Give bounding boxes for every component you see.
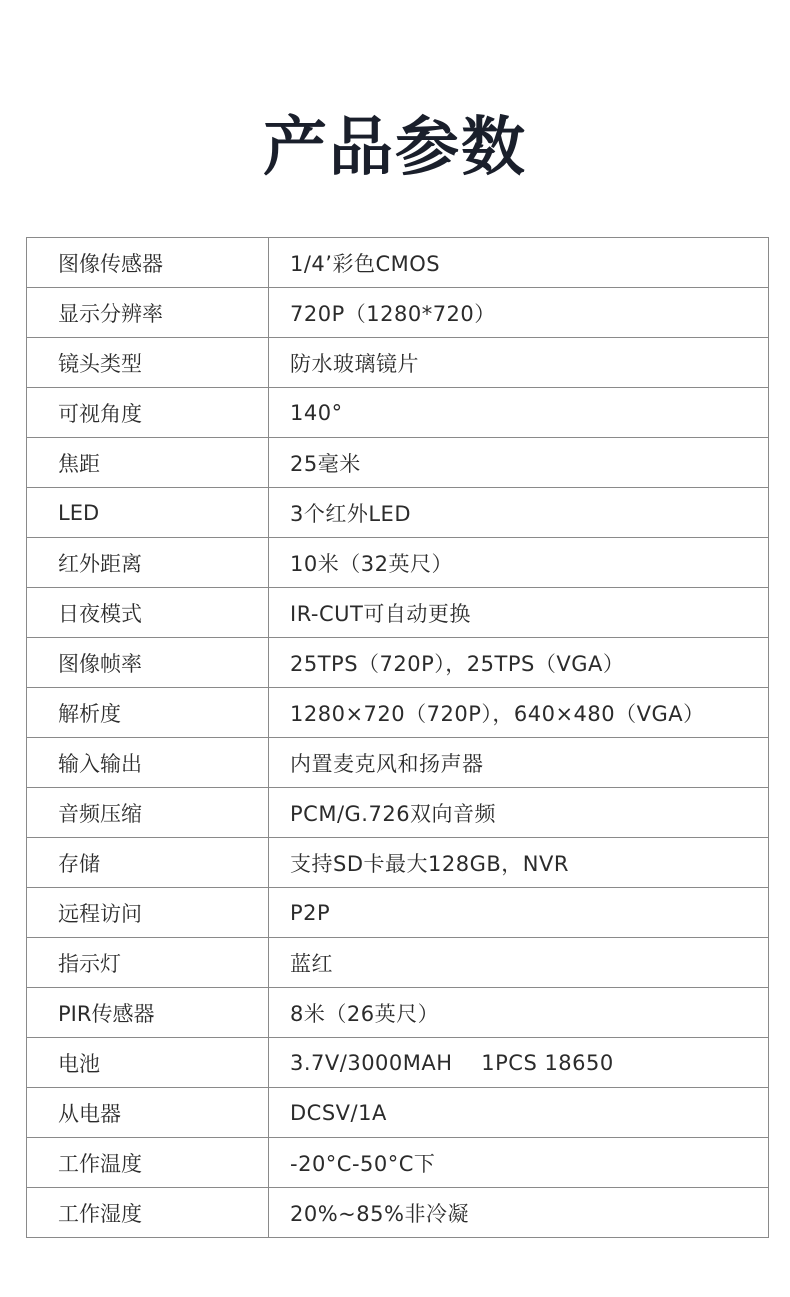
spec-label: 焦距 [27, 438, 269, 488]
table-row [27, 738, 769, 788]
spec-label: 输入输出 [27, 738, 269, 788]
page-title: 产品参数 [263, 111, 527, 185]
table-row [27, 888, 769, 938]
table-row [27, 338, 769, 388]
spec-label: 图像传感器 [27, 238, 269, 288]
table-row [27, 1138, 769, 1188]
spec-value: 3.7V/3000MAH 1PCS 18650 [269, 1038, 769, 1088]
spec-value: 720P（1280*720） [269, 288, 769, 338]
spec-value: 蓝红 [269, 938, 769, 988]
spec-label: 指示灯 [27, 938, 269, 988]
spec-label: 音频压缩 [27, 788, 269, 838]
table-row [27, 838, 769, 888]
spec-label: 工作温度 [27, 1138, 269, 1188]
spec-value: 1280×720（720P），640×480（VGA） [269, 688, 769, 738]
spec-value: 10米（32英尺） [269, 538, 769, 588]
table-row [27, 538, 769, 588]
spec-label: 存储 [27, 838, 269, 888]
spec-label: PIR传感器 [27, 988, 269, 1038]
spec-label: 解析度 [27, 688, 269, 738]
table-row [27, 288, 769, 338]
spec-table [26, 237, 769, 1238]
table-row [27, 988, 769, 1038]
table-row [27, 588, 769, 638]
spec-label: 远程访问 [27, 888, 269, 938]
spec-label: 显示分辨率 [27, 288, 269, 338]
spec-value: -20°C-50°C下 [269, 1138, 769, 1188]
table-row [27, 1038, 769, 1088]
spec-label: 电池 [27, 1038, 269, 1088]
spec-value: 8米（26英尺） [269, 988, 769, 1038]
spec-value: PCM/G.726双向音频 [269, 788, 769, 838]
spec-value: 1/4’彩色CMOS [269, 238, 769, 288]
spec-value: P2P [269, 888, 769, 938]
spec-value: 25TPS（720P），25TPS（VGA） [269, 638, 769, 688]
spec-label: 可视角度 [27, 388, 269, 438]
spec-label: 从电器 [27, 1088, 269, 1138]
spec-label: LED [27, 488, 269, 538]
spec-value: IR-CUT可自动更换 [269, 588, 769, 638]
spec-label: 红外距离 [27, 538, 269, 588]
table-row [27, 688, 769, 738]
spec-label: 工作湿度 [27, 1188, 269, 1238]
spec-value: DCSV/1A [269, 1088, 769, 1138]
spec-value: 20%~85%非冷凝 [269, 1188, 769, 1238]
spec-value: 支持SD卡最大128GB，NVR [269, 838, 769, 888]
table-row [27, 1188, 769, 1238]
spec-value: 140° [269, 388, 769, 438]
spec-value: 25毫米 [269, 438, 769, 488]
spec-value: 3个红外LED [269, 488, 769, 538]
table-row [27, 238, 769, 288]
spec-label: 日夜模式 [27, 588, 269, 638]
spec-value: 防水玻璃镜片 [269, 338, 769, 388]
table-row [27, 388, 769, 438]
table-row [27, 788, 769, 838]
table-row [27, 1088, 769, 1138]
spec-label: 图像帧率 [27, 638, 269, 688]
table-row [27, 488, 769, 538]
table-row [27, 438, 769, 488]
table-row [27, 638, 769, 688]
table-row [27, 938, 769, 988]
spec-label: 镜头类型 [27, 338, 269, 388]
spec-value: 内置麦克风和扬声器 [269, 738, 769, 788]
